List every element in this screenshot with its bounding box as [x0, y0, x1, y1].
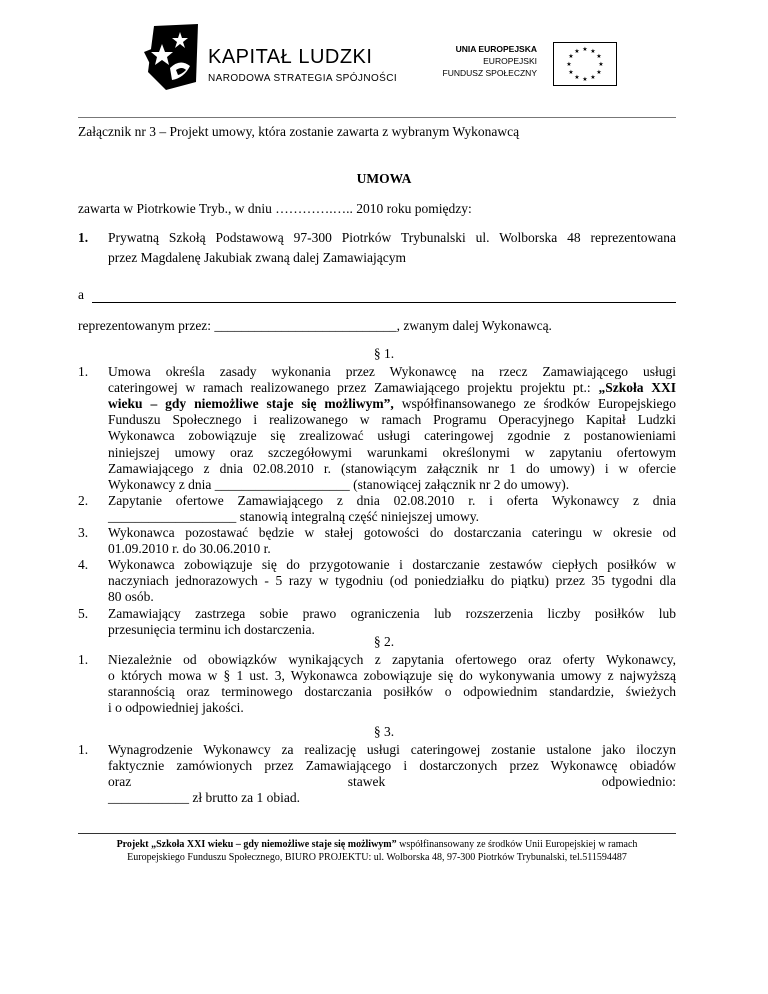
- s3-item-number: 1.: [78, 742, 89, 757]
- footer-project-name: Projekt „Szkoła XXI wieku – gdy niemożliwe staje się możliwym”: [116, 839, 397, 850]
- svg-text:★: ★: [582, 46, 588, 53]
- svg-text:★: ★: [566, 61, 572, 68]
- document-title: UMOWA: [356, 171, 412, 186]
- s1-item-line: niniejszej umowy oraz szczegółowymi warunkami określonymi w zapytaniu ofertowym: [108, 444, 676, 460]
- footer: [78, 838, 676, 864]
- project-title-bold: „Szkoła XXI: [598, 380, 676, 396]
- s2-item-line: starannością oraz terminowego dostarczania posiłków o odpowiednim standardzie, świeżych: [108, 684, 676, 700]
- logo-title: KAPITAŁ LUDZKI: [208, 46, 373, 68]
- s1-item-line: Zapytanie ofertowe Zamawiającego z dnia 02.08.2010 r. i oferta Wykonawcy z dnia: [108, 492, 676, 508]
- svg-text:★: ★: [574, 48, 580, 55]
- s1-item-number: 3.: [78, 525, 89, 540]
- s2-item-line: i o odpowiedniej jakości.: [108, 700, 244, 716]
- svg-text:★: ★: [596, 53, 602, 60]
- s3-item-line: Wynagrodzenie Wykonawcy za realizację usługi cateringowej zostanie ustalone jako iloczyn: [108, 742, 676, 757]
- header-rule: [78, 117, 676, 118]
- section2-title: § 2.: [373, 634, 395, 649]
- party2-blank-line: [92, 302, 676, 303]
- s1-item-number: 4.: [78, 557, 89, 573]
- svg-text:★: ★: [596, 69, 602, 76]
- footer-line1: [78, 838, 676, 851]
- s1-item-line: 80 osób.: [108, 589, 154, 605]
- s1-item-line: przesunięcia terminu ich dostarczenia.: [108, 621, 315, 637]
- s1-item-number: 2.: [78, 492, 89, 508]
- party1-line1: Prywatną Szkołą Podstawową 97-300 Piotrków Trybunalski ul. Wolborska 48 reprezentowana: [108, 230, 676, 245]
- s1-item-line: Umowa określa zasady wykonania przez Wykonawcę na rzecz Zamawiającego usługi: [108, 364, 676, 379]
- svg-text:★: ★: [568, 69, 574, 76]
- s1-item-line: Zamawiający zastrzega sobie prawo ograniczenia lub rozszerzenia liczby posiłków lub: [108, 605, 676, 621]
- attachment-note: Załącznik nr 3 – Projekt umowy, która zostanie zawarta z wybranym Wykonawcą: [78, 124, 520, 139]
- s1-item-number: 5.: [78, 605, 89, 621]
- footer-line2: Europejskiego Funduszu Społecznego, BIURO PROJEKTU: ul. Wolborska 48, 97-300 Piotrków Trybunalski, tel.511594487: [127, 852, 627, 863]
- s1-item-line: Wykonawca pozostawać będzie w stałej gotowości do dostarczania cateringu w okresie od: [108, 525, 676, 540]
- svg-text:★: ★: [598, 61, 604, 68]
- eu-line-1: UNIA EUROPEJSKA: [455, 44, 537, 54]
- s1-item-line: ___________________ stanowią integralną część niniejszej umowy.: [108, 508, 480, 524]
- s2-item-line: Niezależnie od obowiązków wynikających z zapytania ofertowego oraz oferty Wykonawcy,: [108, 652, 676, 667]
- party1-line2: przez Magdalenę Jakubiak zwaną dalej Zamawiającym: [108, 250, 406, 265]
- eu-line-2: EUROPEJSKI: [483, 56, 537, 66]
- eu-line-3: FUNDUSZ SPOŁECZNY: [442, 68, 537, 78]
- s1-item-line: 01.09.2010 r. do 30.06.2010 r.: [108, 541, 271, 557]
- party1-number: 1.: [78, 230, 89, 245]
- s1-item-line: Wykonawca zobowiązuje się zrealizować usługi cateringowej zgodnie z postanowieniami: [108, 428, 676, 444]
- eu-logo: [442, 40, 625, 90]
- svg-text:★: ★: [590, 74, 596, 81]
- s1-item-number: 1.: [78, 364, 89, 379]
- s1-item-line: cateringowej w ramach realizowanego przez Zamawiającego projektu projektu pt.: „Szkoła XXI: [108, 380, 676, 396]
- section1-title: § 1.: [373, 346, 395, 361]
- s1-item-line: Funduszu Społecznego i realizowanego w ramach Programu Operacyjnego Kapitał Ludzki: [108, 412, 676, 428]
- svg-text:★: ★: [574, 74, 580, 81]
- party2-a: a: [78, 287, 84, 302]
- s3-item-line: faktycznie zamówionych przez Zamawiającego i dostarczonych przez Wykonawcę obiadów: [108, 758, 676, 774]
- s1-item-line: wieku – gdy niemożliwe staje się możliwym”, współfinansowanego ze środków Europejskiego: [108, 396, 676, 412]
- intro-line: zawarta w Piotrkowie Tryb., w dniu ………….….. 2010 roku pomiędzy:: [78, 201, 472, 216]
- svg-text:★: ★: [590, 48, 596, 55]
- kapital-ludzki-logo: [140, 22, 398, 102]
- logo-subtitle: NARODOWA STRATEGIA SPÓJNOŚCI: [208, 73, 398, 84]
- section3-title: § 3.: [373, 724, 395, 739]
- svg-text:★: ★: [582, 76, 588, 83]
- footer-line1-rest: współfinansowany ze środków Unii Europejskiej w ramach: [396, 839, 638, 850]
- svg-text:★: ★: [568, 53, 574, 60]
- eu-flag-icon: [553, 42, 617, 86]
- s2-item-number: 1.: [78, 652, 89, 667]
- s1-item-line: Zamawiającego z dnia 02.08.2010 r. (stanowiącym załącznik nr 1 do umowy) i w ofercie: [108, 460, 676, 476]
- represented-line: reprezentowanym przez: ___________________________, zwanym dalej Wykonawcą.: [78, 318, 552, 333]
- s3-item-line: oraz stawek odpowiednio:: [108, 774, 676, 790]
- project-title-bold: wieku – gdy niemożliwe staje się możliwym”,: [108, 396, 394, 412]
- footer-rule: [78, 833, 676, 834]
- s1-item-line: Wykonawcy z dnia ____________________ (stanowiącej załącznik nr 2 do umowy).: [108, 476, 570, 492]
- s1-item-line: Wykonawca zobowiązuje się do przygotowanie i dostarczanie zestawów ciepłych posiłków w: [108, 557, 676, 573]
- eu-text: [443, 43, 537, 79]
- kapital-ludzki-emblem-icon: [140, 22, 204, 94]
- s1-item-line: naczyniach jednorazowych - 5 razy w tygodniu (od poniedziałku do piątku) przez 35 tygodni dla: [108, 573, 676, 589]
- s2-item-line: o których mowa w § 1 ust. 3, Wykonawca zobowiązuje się do wykonywania umowy z najwyższą: [108, 668, 676, 684]
- s3-item-line: ____________ zł brutto za 1 obiad.: [108, 790, 300, 806]
